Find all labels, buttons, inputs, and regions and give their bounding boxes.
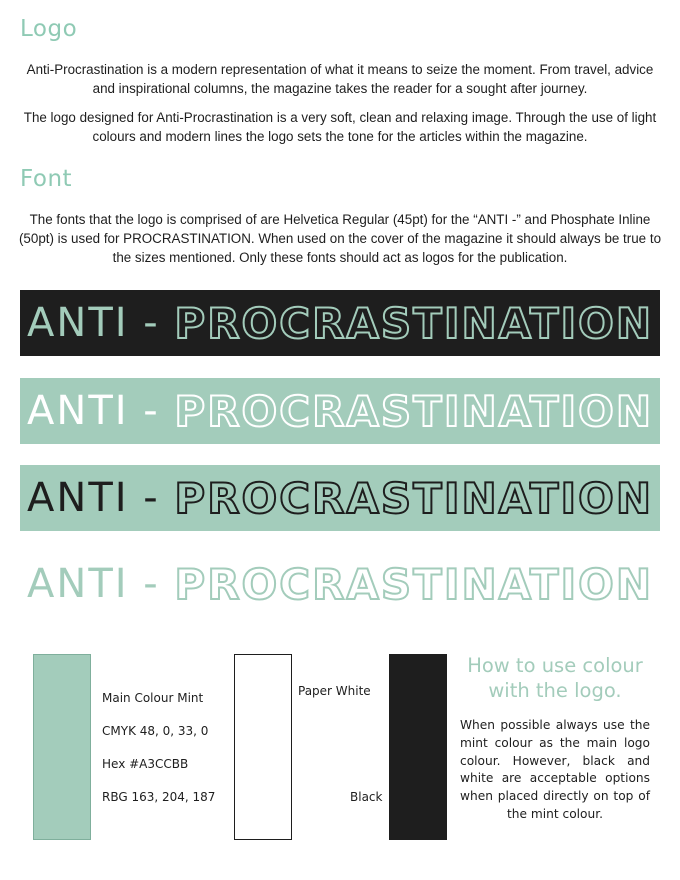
mint-rgb: RBG 163, 204, 187 <box>102 790 216 804</box>
logo-word-procrastination: PROCRASTINATION <box>174 298 653 348</box>
logo-paragraph-1: Anti-Procrastination is a modern representation of what it means to seize the moment. From travel, advice and inspirational columns, the magazine takes the reader for a sought after journey. <box>26 62 654 96</box>
white-swatch <box>234 654 292 840</box>
mint-swatch <box>33 654 91 840</box>
font-heading: Font <box>20 166 73 192</box>
logo-heading: Logo <box>20 16 78 42</box>
logo-word-anti: ANTI - <box>27 561 175 607</box>
usage-body: When possible always use the mint colour as the main logo colour. However, black and white are acceptable options when placed directly on top of the mint colour. <box>460 718 650 821</box>
logo-banner-white-mint <box>20 551 660 617</box>
logo-word-procrastination: PROCRASTINATION <box>174 559 653 609</box>
logo-banner-mint-black <box>20 465 660 531</box>
logo-word-anti: ANTI - <box>27 475 175 521</box>
black-label: Black <box>350 790 383 804</box>
black-swatch <box>389 654 447 840</box>
logo-word-anti: ANTI - <box>27 388 175 434</box>
mint-cmyk: CMYK 48, 0, 33, 0 <box>102 724 209 738</box>
mint-hex: Hex #A3CCBB <box>102 757 189 771</box>
mint-colour-name: Main Colour Mint <box>102 691 204 705</box>
logo-banner-black <box>20 290 660 356</box>
logo-paragraph-2: The logo designed for Anti-Procrastination is a very soft, clean and relaxing image. Through the use of light colours and modern lines the logo sets the tone for the articles within the magazine. <box>23 110 657 144</box>
font-paragraph: The fonts that the logo is comprised of are Helvetica Regular (45pt) for the “ANTI -” and Phosphate Inline (50pt) is used for PROCRASTINATION. When used on the cover of the magazine it should always be true to the sizes mentioned. Only these fonts should act as logos for the publication. <box>18 212 662 265</box>
logo-banner-mint-white <box>20 378 660 444</box>
logo-word-procrastination: PROCRASTINATION <box>174 386 653 436</box>
usage-title: How to use colour with the logo. <box>467 654 643 702</box>
logo-word-anti: ANTI - <box>27 300 175 346</box>
logo-word-procrastination: PROCRASTINATION <box>174 473 653 523</box>
paper-white-label: Paper White <box>298 684 371 698</box>
